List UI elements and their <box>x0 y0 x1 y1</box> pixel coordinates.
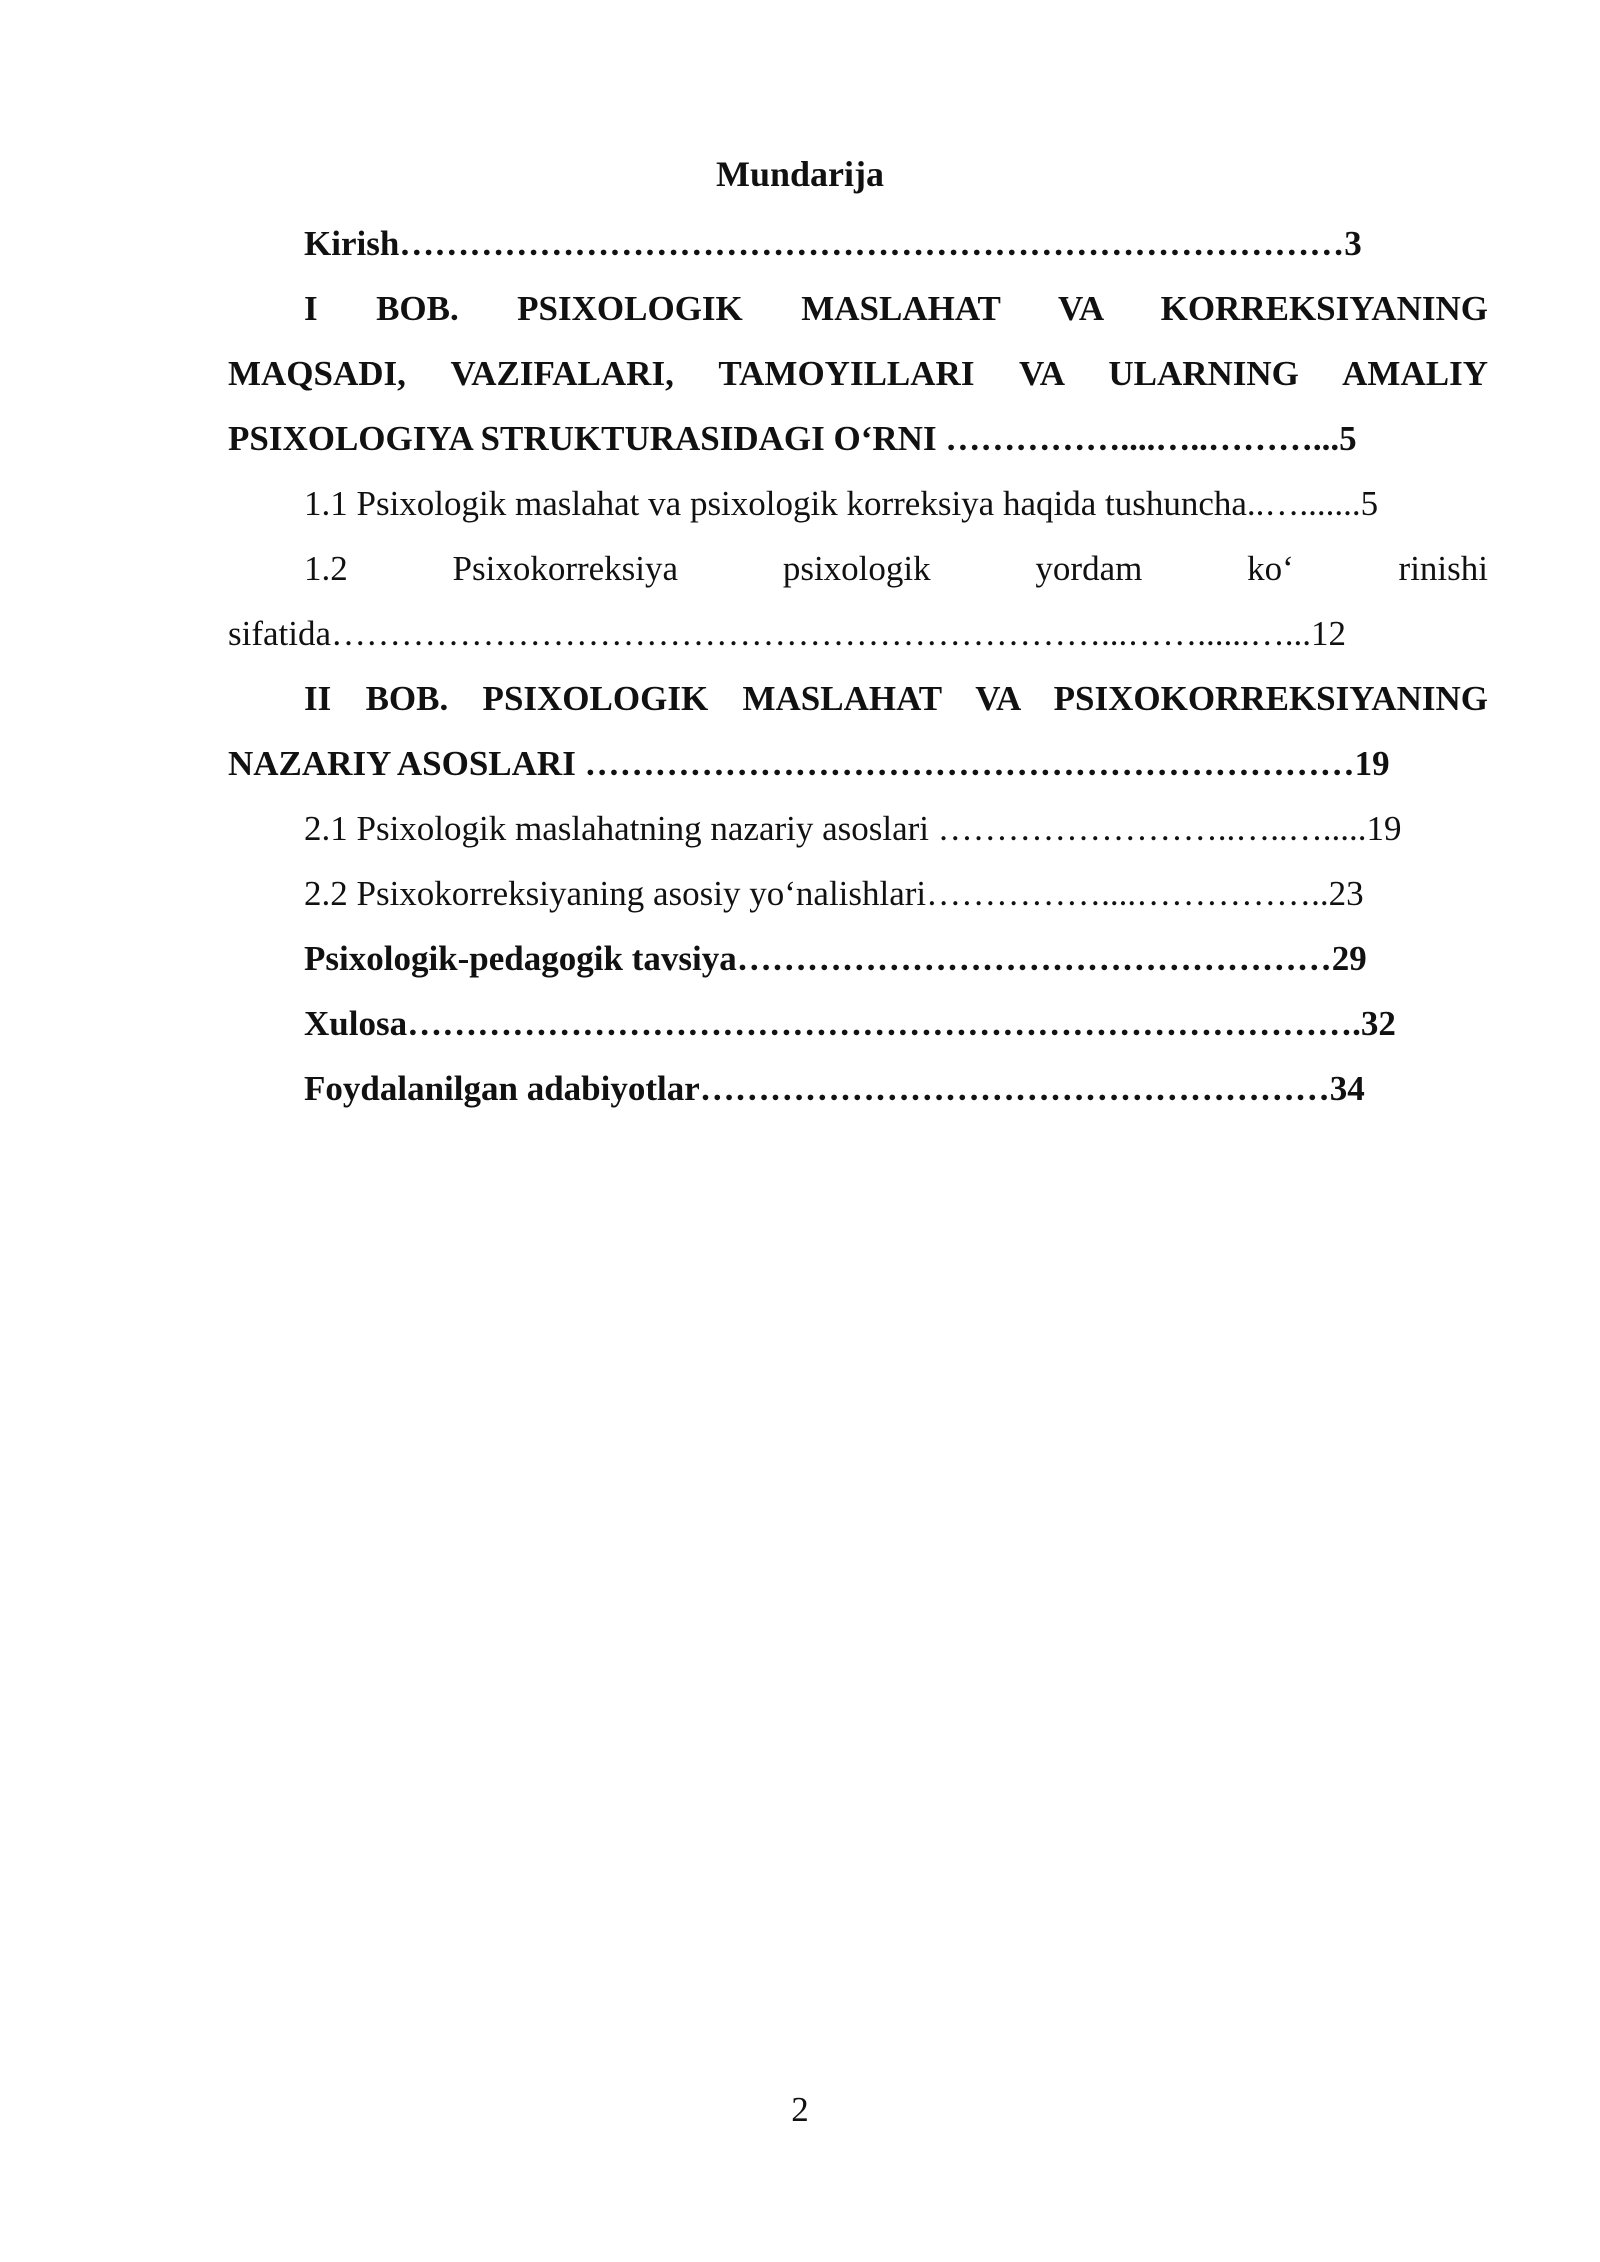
toc-entry-bob1-line2: MAQSADI, VAZIFALARI, TAMOYILLARI VA ULARNING AMALIY <box>228 354 1488 393</box>
page-number: 2 <box>791 2090 809 2129</box>
toc-entry-1-2-line2: sifatida…………………………………………………………...……......…...12 <box>228 614 1347 653</box>
toc-entry-2-1: 2.1 Psixologik maslahatning nazariy asoslari ……………………..…..….....19 <box>304 809 1402 848</box>
page-title: Mundarija <box>715 154 884 194</box>
toc-entry-kirish: Kirish………………………………………………………………………3 <box>304 224 1362 263</box>
toc-entry-tavsiya: Psixologik-pedagogik tavsiya……………………………………………29 <box>304 939 1367 978</box>
toc-entry-xulosa: Xulosa……………………………………………………………………….32 <box>304 1004 1396 1043</box>
toc-entry-adabiyotlar: Foydalanilgan adabiyotlar………………………………………………34 <box>304 1069 1365 1108</box>
toc-entry-bob2-line2: NAZARIY ASOSLARI …………………………………………………………19 <box>228 744 1390 783</box>
toc-entry-2-2: 2.2 Psixokorreksiyaning asosiy yo‘nalishlari……………....……………..23 <box>304 874 1364 913</box>
toc-entry-1-2-line1: 1.2 Psixokorreksiya psixologik yordam ko‘ rinishi <box>304 549 1488 588</box>
table-of-contents <box>228 211 1488 1121</box>
toc-entry-bob1-line3: PSIXOLOGIYA STRUKTURASIDAGI O‘RNI ……………....…..………...5 <box>228 419 1357 458</box>
toc-entry-bob1-line1: I BOB. PSIXOLOGIK MASLAHAT VA KORREKSIYANING <box>304 289 1488 328</box>
toc-entry-1-1: 1.1 Psixologik maslahat va psixologik korreksiya haqida tushuncha..….......5 <box>304 484 1379 523</box>
toc-entry-bob2-line1: II BOB. PSIXOLOGIK MASLAHAT VA PSIXOKORREKSIYANING <box>304 679 1488 718</box>
